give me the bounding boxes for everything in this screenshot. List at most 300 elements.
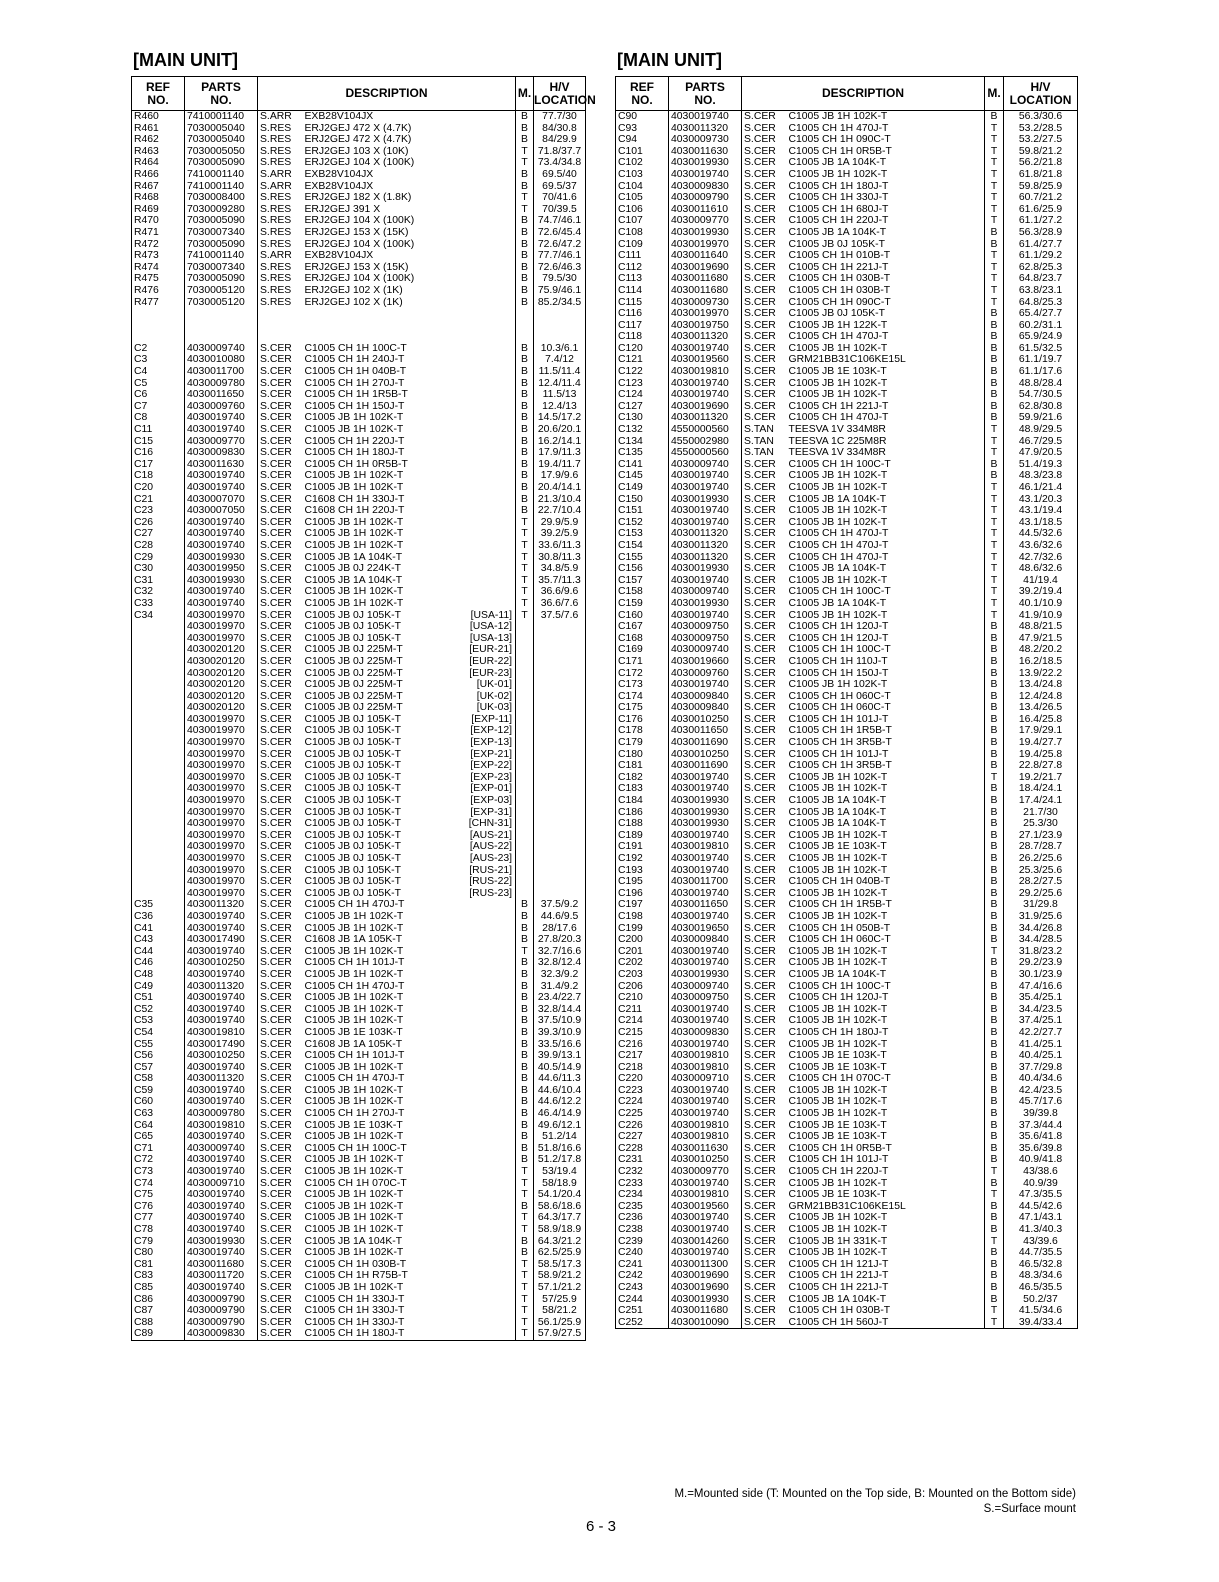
location-cell — [534, 331, 586, 343]
parts-no-cell: 4030019740 — [185, 482, 258, 494]
mounted-side-cell: B — [516, 401, 534, 413]
ref-no-cell: C18 — [132, 470, 185, 482]
parts-type-cell: S.CER — [742, 134, 787, 146]
description-text: C1005 JB 1H 102K-T — [788, 1224, 888, 1235]
parts-no-cell: 4030011610 — [669, 204, 742, 216]
ref-no-cell: C65 — [132, 1131, 185, 1143]
ref-no-cell — [132, 772, 185, 784]
parts-no-cell: 4030019660 — [669, 656, 742, 668]
parts-no-cell: 4030019740 — [669, 1224, 742, 1236]
ref-no-cell: R475 — [132, 273, 185, 285]
table-row — [616, 853, 1078, 865]
table-row — [132, 1062, 586, 1074]
ref-no-cell: C11 — [132, 424, 185, 436]
table-row — [132, 1096, 586, 1108]
mounted-side-cell: B — [985, 470, 1004, 482]
parts-no-cell: 4030019930 — [669, 598, 742, 610]
description-cell — [787, 899, 985, 911]
mounted-side-cell: B — [516, 250, 534, 262]
parts-type-cell: S.CER — [742, 737, 787, 749]
table-row — [132, 389, 586, 401]
description-cell — [787, 389, 985, 401]
description-cell — [303, 517, 516, 529]
location-cell: 18.4/24.1 — [1004, 783, 1078, 795]
ref-no-cell: R460 — [132, 111, 185, 123]
description-text: C1005 JB 0J 105K-T — [304, 737, 401, 749]
parts-no-cell: 4030019810 — [669, 1131, 742, 1143]
mounted-side-cell: B — [516, 1236, 534, 1248]
location-cell: 59.8/21.2 — [1004, 146, 1078, 158]
ref-no-cell: C57 — [132, 1062, 185, 1074]
table-row — [616, 807, 1078, 819]
location-cell: 31.4/9.2 — [534, 981, 586, 993]
location-cell: 43.6/32.6 — [1004, 540, 1078, 552]
parts-type-cell: S.CER — [742, 1085, 787, 1097]
description-cell — [303, 783, 516, 795]
parts-no-cell: 4550000560 — [669, 424, 742, 436]
location-cell: 58.9/18.9 — [534, 1224, 586, 1236]
description-text: C1005 JB 1H 102K-T — [788, 853, 888, 864]
ref-no-cell: C241 — [616, 1259, 669, 1271]
parts-type-cell: S.CER — [742, 1027, 787, 1039]
table-row — [132, 807, 586, 819]
mounted-side-cell: B — [985, 331, 1004, 343]
description-cell — [787, 146, 985, 158]
parts-type-cell: S.CER — [742, 157, 787, 169]
description-text: ERJ2GEJ 104 X (100K) — [304, 215, 415, 227]
description-text: C1005 JB 0J 105K-T — [304, 621, 401, 633]
parts-no-cell: 4030019970 — [185, 807, 258, 819]
parts-type-cell: S.CER — [258, 714, 303, 726]
description-cell — [787, 575, 985, 587]
location-cell: 14.5/17.2 — [534, 412, 586, 424]
description-cell — [787, 563, 985, 575]
table-row — [616, 610, 1078, 622]
table-row — [132, 146, 586, 158]
parts-type-cell: S.CER — [742, 876, 787, 888]
table-row — [132, 714, 586, 726]
table-row — [616, 1270, 1078, 1282]
ref-no-cell: C77 — [132, 1212, 185, 1224]
description-text: C1005 JB 0J 105K-T — [304, 771, 401, 783]
description-text: C1005 JB 1H 102K-T — [788, 1177, 888, 1189]
description-cell — [787, 552, 985, 564]
description-text: C1005 JB 1H 102K-T — [304, 1212, 404, 1224]
description-text: C1005 CH 1H 0R5B-T — [304, 458, 408, 470]
region-code: [USA-12] — [469, 621, 513, 633]
location-cell: 28.7/28.7 — [1004, 841, 1078, 853]
location-cell: 63.8/23.1 — [1004, 285, 1078, 297]
location-cell: 20.6/20.1 — [534, 424, 586, 436]
table-row — [132, 760, 586, 772]
location-cell — [534, 702, 586, 714]
table-row — [132, 981, 586, 993]
description-cell — [303, 923, 516, 935]
description-cell — [303, 1050, 516, 1062]
mounted-side-cell: T — [985, 146, 1004, 158]
location-cell: 19.4/27.7 — [1004, 737, 1078, 749]
description-text: C1005 CH 1H 030B-T — [788, 273, 891, 285]
parts-no-cell: 7030005090 — [185, 273, 258, 285]
parts-no-cell: 4030019740 — [185, 1224, 258, 1236]
mounted-side-cell: B — [985, 308, 1004, 320]
description-cell — [787, 1270, 985, 1282]
ref-no-cell: C130 — [616, 412, 669, 424]
ref-no-cell — [132, 876, 185, 888]
description-text: C1005 JB 1A 104K-T — [788, 968, 887, 980]
parts-type-cell: S.CER — [258, 1224, 303, 1236]
description-cell — [303, 389, 516, 401]
table-row — [616, 1259, 1078, 1271]
description-text: C1005 CH 1H 090C-T — [788, 296, 891, 308]
description-cell — [303, 227, 516, 239]
table-row — [132, 1294, 586, 1306]
mounted-side-cell: B — [985, 830, 1004, 842]
left-section-title: [MAIN UNIT] — [133, 50, 238, 70]
mounted-side-cell: B — [516, 1096, 534, 1108]
mounted-side-cell: T — [985, 610, 1004, 622]
ref-no-cell: R468 — [132, 192, 185, 204]
description-cell — [303, 610, 516, 622]
parts-no-cell: 4030019970 — [185, 610, 258, 622]
description-cell — [303, 424, 516, 436]
parts-type-cell: S.CER — [258, 1039, 303, 1051]
parts-no-cell: 4030019740 — [669, 865, 742, 877]
region-code: [RUS-21] — [469, 864, 513, 876]
parts-no-cell: 4030019810 — [185, 1120, 258, 1132]
location-cell: 43/39.6 — [1004, 1236, 1078, 1248]
table-row — [132, 181, 586, 193]
description-cell — [303, 1328, 516, 1340]
ref-no-cell: C86 — [132, 1294, 185, 1306]
description-text: EXB28V104JX — [304, 111, 374, 122]
ref-no-cell: C90 — [616, 111, 669, 123]
table-row — [616, 1236, 1078, 1248]
parts-type-cell: S.CER — [742, 818, 787, 830]
location-cell: 41.3/40.3 — [1004, 1224, 1078, 1236]
description-text: C1005 CH 1H 220J-T — [304, 435, 405, 447]
parts-no-cell: 4030019740 — [669, 957, 742, 969]
description-cell — [303, 981, 516, 993]
location-cell — [534, 876, 586, 888]
description-text: C1005 JB 1H 102K-T — [304, 1224, 404, 1235]
parts-type-cell: S.CER — [258, 992, 303, 1004]
description-text: C1005 JB 1H 102K-T — [304, 412, 404, 424]
description-text: C1005 CH 1H 221J-T — [788, 261, 889, 273]
parts-type-cell: S.CER — [258, 598, 303, 610]
ref-no-cell — [132, 656, 185, 668]
description-text: C1005 JB 1E 103K-T — [788, 366, 887, 378]
table-row — [616, 273, 1078, 285]
parts-type-cell: S.ARR — [258, 250, 303, 262]
mounted-side-cell: T — [516, 1224, 534, 1236]
location-cell: 22.8/27.8 — [1004, 760, 1078, 772]
description-text: C1005 JB 1H 102K-T — [788, 111, 888, 122]
location-cell: 32.8/14.4 — [534, 1004, 586, 1016]
ref-no-cell: C196 — [616, 888, 669, 900]
description-cell — [303, 853, 516, 865]
location-cell — [534, 679, 586, 691]
parts-type-cell: S.CER — [742, 1178, 787, 1190]
mounted-side-cell: B — [985, 725, 1004, 737]
parts-no-cell: 4030009830 — [669, 1027, 742, 1039]
mounted-side-cell: B — [985, 1282, 1004, 1294]
location-cell: 41.5/34.6 — [1004, 1305, 1078, 1317]
ref-no-cell: C123 — [616, 378, 669, 390]
parts-no-cell: 4030019740 — [185, 1015, 258, 1027]
parts-type-cell: S.CER — [258, 969, 303, 981]
ref-no-cell: C169 — [616, 644, 669, 656]
parts-type-cell: S.CER — [742, 169, 787, 181]
description-text: C1005 CH 1H 120J-T — [788, 992, 889, 1004]
description-cell — [787, 320, 985, 332]
mounted-side-cell: T — [516, 157, 534, 169]
parts-no-cell: 4030019970 — [185, 725, 258, 737]
description-cell — [787, 331, 985, 343]
description-text: C1005 CH 1H 470J-T — [304, 899, 405, 911]
location-cell: 56.1/25.9 — [534, 1317, 586, 1329]
location-cell: 64.8/23.7 — [1004, 273, 1078, 285]
table-row — [132, 923, 586, 935]
parts-type-cell: S.CER — [258, 1015, 303, 1027]
parts-type-cell: S.CER — [742, 1189, 787, 1201]
region-code: [UK-01] — [476, 679, 513, 691]
description-cell — [787, 1166, 985, 1178]
location-cell: 34.4/23.5 — [1004, 1004, 1078, 1016]
parts-type-cell: S.CER — [742, 656, 787, 668]
description-text: C1005 CH 1H 100C-T — [788, 458, 891, 470]
description-cell — [303, 772, 516, 784]
location-cell — [534, 725, 586, 737]
mounted-side-cell: B — [516, 273, 534, 285]
mounted-side-cell: T — [516, 146, 534, 158]
description-cell — [303, 134, 516, 146]
mounted-side-cell: T — [985, 169, 1004, 181]
description-cell — [787, 1073, 985, 1085]
location-cell: 59.9/21.6 — [1004, 412, 1078, 424]
table-row — [616, 470, 1078, 482]
description-cell — [787, 946, 985, 958]
description-header: DESCRIPTION — [742, 77, 985, 111]
description-cell — [303, 1108, 516, 1120]
region-code: [RUS-22] — [469, 876, 513, 888]
parts-type-cell: S.CER — [258, 494, 303, 506]
location-cell: 16.2/14.1 — [534, 436, 586, 448]
mounted-side-cell: T — [516, 552, 534, 564]
ref-no-cell — [132, 691, 185, 703]
region-code: [UK-03] — [476, 702, 513, 714]
description-text: C1005 JB 0J 225M-T — [304, 702, 403, 714]
parts-type-cell: S.CER — [258, 1073, 303, 1085]
location-cell: 25.3/25.6 — [1004, 865, 1078, 877]
mounted-side-cell: B — [516, 424, 534, 436]
ref-no-cell: C31 — [132, 575, 185, 587]
parts-type-cell: S.CER — [258, 911, 303, 923]
description-cell — [787, 1305, 985, 1317]
description-cell — [303, 575, 516, 587]
table-row — [132, 239, 586, 251]
description-text: C1005 CH 1H 121J-T — [788, 1258, 889, 1270]
mounted-side-cell: B — [985, 239, 1004, 251]
ref-no-cell: C108 — [616, 227, 669, 239]
mounted-side-cell: B — [516, 1062, 534, 1074]
parts-no-cell: 4030019560 — [669, 1201, 742, 1213]
description-cell — [787, 1027, 985, 1039]
ref-no-cell — [132, 737, 185, 749]
description-cell — [787, 1050, 985, 1062]
location-cell: 48.3/34.6 — [1004, 1270, 1078, 1282]
description-cell — [787, 644, 985, 656]
parts-no-cell: 4030019740 — [185, 911, 258, 923]
region-code: [AUS-21] — [469, 829, 513, 841]
ref-no-cell: C199 — [616, 923, 669, 935]
parts-type-cell: S.CER — [742, 1015, 787, 1027]
ref-no-cell: C160 — [616, 610, 669, 622]
parts-no-cell: 4030019970 — [185, 621, 258, 633]
mounted-side-cell: T — [985, 192, 1004, 204]
parts-no-cell: 4030019970 — [185, 760, 258, 772]
mounted-side-cell — [516, 888, 534, 900]
location-cell: 48.8/28.4 — [1004, 378, 1078, 390]
description-text: C1005 JB 0J 105K-T — [304, 725, 401, 737]
ref-no-cell: C181 — [616, 760, 669, 772]
location-cell: 51.4/19.3 — [1004, 459, 1078, 471]
description-text: C1005 JB 0J 105K-T — [304, 783, 401, 795]
mounted-side-cell: T — [985, 1166, 1004, 1178]
location-cell: 49.6/12.1 — [534, 1120, 586, 1132]
ref-no-cell: C55 — [132, 1039, 185, 1051]
table-row — [616, 494, 1078, 506]
location-cell: 77.7/46.1 — [534, 250, 586, 262]
mounted-side-cell: B — [516, 1027, 534, 1039]
location-cell: 43.1/19.4 — [1004, 505, 1078, 517]
location-cell: 39.9/13.1 — [534, 1050, 586, 1062]
description-cell — [787, 366, 985, 378]
parts-no-cell: 4030019740 — [669, 853, 742, 865]
location-header: H/V LOCATION — [534, 77, 586, 111]
description-text: C1005 CH 1H 470J-T — [788, 528, 889, 540]
parts-no-cell: 4030019740 — [185, 1085, 258, 1097]
parts-type-cell: S.CER — [742, 146, 787, 158]
description-text: C1005 JB 1H 102K-T — [788, 482, 888, 493]
mounted-side-cell: B — [516, 1120, 534, 1132]
parts-type-cell: S.RES — [258, 285, 303, 297]
parts-type-cell: S.CER — [258, 528, 303, 540]
location-cell: 54.1/20.4 — [534, 1189, 586, 1201]
description-text: C1608 CH 1H 220J-T — [304, 505, 405, 517]
description-text: C1005 JB 1H 102K-T — [788, 887, 888, 899]
parts-no-cell: 4030019740 — [185, 540, 258, 552]
table-row — [132, 1201, 586, 1213]
ref-no-cell: C34 — [132, 610, 185, 622]
table-row — [616, 795, 1078, 807]
location-cell: 37.3/44.4 — [1004, 1120, 1078, 1132]
ref-no-cell: C8 — [132, 412, 185, 424]
location-cell: 60.7/21.2 — [1004, 192, 1078, 204]
description-text: C1005 CH 1H 1R5B-T — [788, 899, 892, 911]
parts-no-cell — [185, 331, 258, 343]
ref-no-cell: C150 — [616, 494, 669, 506]
description-cell — [787, 853, 985, 865]
table-row — [132, 853, 586, 865]
parts-no-cell: 7030005040 — [185, 134, 258, 146]
location-cell: 32.7/16.6 — [534, 946, 586, 958]
parts-no-cell: 4030019810 — [669, 366, 742, 378]
parts-no-cell: 7030005090 — [185, 215, 258, 227]
ref-no-cell: C89 — [132, 1328, 185, 1340]
location-cell — [534, 865, 586, 877]
parts-type-cell: S.CER — [742, 1201, 787, 1213]
table-row — [616, 528, 1078, 540]
description-text: C1005 CH 1H R75B-T — [304, 1270, 408, 1282]
parts-no-cell: 4030019690 — [669, 1282, 742, 1294]
mounted-side-cell: B — [516, 1108, 534, 1120]
ref-no-cell: C63 — [132, 1108, 185, 1120]
location-cell: 40.4/25.1 — [1004, 1050, 1078, 1062]
table-row — [132, 772, 586, 784]
parts-no-cell: 4030019930 — [669, 157, 742, 169]
table-row — [616, 1282, 1078, 1294]
ref-no-cell: C232 — [616, 1166, 669, 1178]
table-row — [132, 204, 586, 216]
description-text: C1005 JB 1E 103K-T — [788, 1119, 887, 1131]
table-row — [616, 1004, 1078, 1016]
table-row — [132, 911, 586, 923]
description-text: C1005 CH 1H 221J-T — [788, 400, 889, 412]
right-parts-section — [615, 50, 1078, 1329]
parts-no-cell: 7410001140 — [185, 169, 258, 181]
table-row — [132, 1305, 586, 1317]
table-row — [616, 401, 1078, 413]
mounted-side-cell: T — [985, 1189, 1004, 1201]
parts-type-cell: S.CER — [258, 459, 303, 471]
parts-no-cell: 4030019930 — [669, 818, 742, 830]
description-cell — [303, 969, 516, 981]
table-row — [616, 772, 1078, 784]
parts-no-cell: 4030020120 — [185, 668, 258, 680]
parts-type-cell: S.CER — [258, 447, 303, 459]
parts-no-cell: 7030005040 — [185, 123, 258, 135]
parts-no-cell: 4030011300 — [669, 1259, 742, 1271]
table-row — [132, 1236, 586, 1248]
location-cell: 58.9/21.2 — [534, 1270, 586, 1282]
parts-type-cell: S.CER — [742, 923, 787, 935]
location-cell: 33.5/16.6 — [534, 1039, 586, 1051]
description-cell — [303, 865, 516, 877]
parts-no-cell: 4030019740 — [185, 1247, 258, 1259]
ref-no-cell: C189 — [616, 830, 669, 842]
parts-no-cell: 4030019740 — [669, 946, 742, 958]
location-cell: 61.1/19.7 — [1004, 354, 1078, 366]
location-cell — [534, 737, 586, 749]
parts-no-cell: 4030019950 — [185, 563, 258, 575]
mounted-side-cell — [516, 795, 534, 807]
parts-type-cell: S.CER — [258, 389, 303, 401]
table-row — [616, 563, 1078, 575]
mounted-side-cell — [516, 830, 534, 842]
parts-type-cell: S.CER — [742, 853, 787, 865]
table-row — [616, 679, 1078, 691]
location-cell — [534, 772, 586, 784]
parts-no-cell: 4030019930 — [669, 795, 742, 807]
table-row — [616, 239, 1078, 251]
description-cell — [303, 691, 516, 703]
parts-type-cell: S.CER — [258, 424, 303, 436]
parts-no-cell: 4030019970 — [185, 853, 258, 865]
ref-no-cell: R476 — [132, 285, 185, 297]
location-cell: 57.9/27.5 — [534, 1328, 586, 1340]
ref-no-cell: C4 — [132, 366, 185, 378]
